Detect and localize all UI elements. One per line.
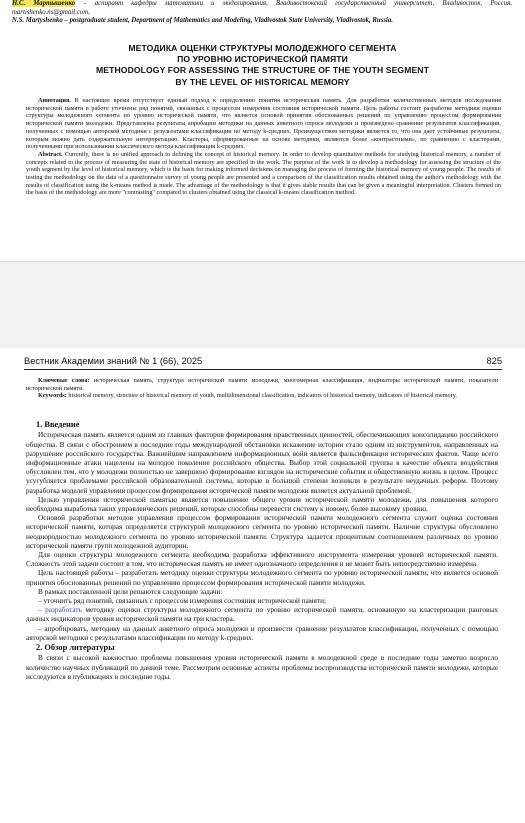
keywords-ru-text: историческая память, структура исторической памяти молодежи, многомерная классификация, индикаторы исторической памяти, показатели исторической памяти. (26, 377, 499, 392)
author-name-highlighted: Н.С. Мартышенко (12, 0, 76, 7)
title-ru-line1: МЕТОДИКА ОЦЕНКИ СТРУКТУРЫ МОЛОДЕЖНОГО СЕГМЕНТА (128, 43, 397, 53)
title-en-line2: BY THE LEVEL OF HISTORICAL MEMORY (175, 76, 350, 87)
paragraph: В связи с высокой важностью проблемы повышения уровня исторической памяти в молодежной среде в последние годы заметно возросло количество научных публикаций по данной теме. Рассмотрим основные аспекты проблемы воспроизводства исторической памяти молодежи, которые исследуются в публикациях в последние годы. (26, 653, 498, 681)
keywords-ru-label: Ключевые слова: (38, 377, 90, 384)
author-affiliation-en: N.S. Martyshenko – postgraduate student, Department of Mathematics and Modeling, Vladivostok State University, Vladivostok, Russia. (12, 17, 393, 25)
paragraph: Для оценки структуры молодежного сегмента необходима разработка эффективного инструмента измерения уровней исторической памяти. Сложность этой задачи состоит в том, что историческая память не имеет однозначного определения и не может быть непосредственно измерена. (26, 550, 498, 569)
keywords-block (26, 377, 498, 400)
abstract-en (26, 151, 501, 197)
article-title (0, 43, 525, 88)
section-heading-introduction: 1. Введение (36, 420, 80, 429)
page-number: 825 (486, 356, 502, 366)
journal-name: Вестник Академии знаний № 1 (66), 2025 (24, 356, 203, 366)
paragraph: В рамках поставленной цели решаются следующие задачи: (38, 586, 223, 596)
running-header (24, 356, 502, 366)
abstract-ru-text: В настоящее время отсутствует единый подход к определению понятия историческая память. Для разработки количественных методов исследования исторической памяти в работе уточнены ряд понятий, связанных с процессом измерения состояния исторической памяти. Цель работы состоит разработке методики оценки структуры молодежного сегмента по уровню исторической памяти, что является основой принятия обоснованных решений по управлению процессом формирования исторической памяти молодежи. Представлены результаты апробации методики на данных анкетного опроса молодежи и произведено сравнение результатов классификации, полученных с помощью авторской методики с результатами классификации по методу k-средних. Преимуществом методики является то, что она дает устойчивые результаты, которым можно дать содержательную интерпретацию. Кластеры, сформированные на основе методики, являются более «контрастными», по сравнению с кластерами, полученными при использовании классического метода классификации k-средних. (26, 97, 501, 151)
paragraph: Цель настоящей работы – разработать методику оценки структуры молодежного сегмента по уровню исторической памяти, что является основой принятия обоснованных решений по управлению процессом формирования исторической памяти молодежи. (26, 568, 498, 587)
section-heading-literature-review: 2. Обзор литературы (36, 643, 115, 653)
task-list-item (26, 605, 498, 623)
abstract-ru (26, 97, 501, 151)
author-affiliation-ru: – аспирант кафедры математики и моделирования, Владивостокский государственный университет, Владивосток, Россия, martishenko.ns@gmail.com, (12, 0, 512, 16)
header-rule (24, 369, 502, 370)
abstract-ru-label: Аннотация. (38, 97, 71, 104)
author-info (12, 0, 512, 26)
abstract-en-text: Currently, there is no unified approach to defining the concept of historical memory. In order to develop quantitative methods for studying historical memory, a number of concepts related to the process of measuring the state of historical memory are specified in the work. The purpose of the work is to develop a methodology for assessing the structure of the youth segment by the level of historical memory, which is the basis for making informed decisions on managing the process of forming the historical memory of young people. The results of testing the methodology on the data of a questionnaire survey of young people are presented and a comparison of the classification results obtained using the author's methodology with the results of classification using the k-means method is made. The advantage of the methodology is that it gives stable results that can be given a meaningful interpretation. Clusters formed on the basis of the methodology are more "contrasting" compared to clusters obtained using the classical k-means classification method. (26, 150, 501, 197)
paragraph: Целью управления исторической памятью является повышение общего уровня исторической памяти молодежи, для повышения которого необходима выработка таких управленческих решений, которые способны перевести систему к новому, более высокому уровню. (26, 494, 498, 514)
title-en-line1: METHODOLOGY FOR ASSESSING THE STRUCTURE OF THE YOUTH SEGMENT (96, 65, 429, 76)
page-break-gap (0, 262, 525, 348)
task-list-item: – апробировать, методику на данных анкетного опроса молодежи и произвести сравнение результатов классификации, полученных с помощью авторской методики с результатами классификации по методу k-средних. (26, 623, 498, 642)
task-list-item: – уточнить ряд понятий, связанных с процессом измерения состояния исторической памяти; (38, 596, 326, 606)
abstract-en-label: Abstract. (38, 150, 63, 158)
page-upper-section (0, 0, 525, 262)
keywords-en-label: Keywords: (38, 392, 67, 400)
abstract-block (26, 97, 501, 197)
keywords-en-text: historical memory, structure of historical memory of youth, multidimensional classification, indicators of historical memory, indicators of historical memory. (66, 392, 457, 400)
keywords-en (26, 392, 498, 400)
keywords-ru (26, 377, 498, 392)
task-list-item-text: методику оценки структуры молодежного сегмента по уровню исторической памяти, основанную на кластеризации ранговых данных индикаторов уровня исторической памяти на три кластера. (26, 605, 498, 624)
task-list-item-link-prefix: – разработать (38, 605, 82, 615)
paragraph: Основой разработки методов управления процессом формирования исторической памяти молодежного сегмента служит оценка состояния исторической памяти, которая определяется структурой молодежного сегмента по уровню исторической памяти. Наличие структуры обусловлено неоднородностью молодежного сегмента по уровню исторической памяти. Структура задается процентным соотношением различных по уровню исторической памяти групп молодежной аудитории. (26, 513, 498, 550)
paragraph: Историческая память является одним из главных факторов формирования нравственных ценностей, обеспечивающих консолидацию российского общества. В связи с обострением в последние годы международной обстановки искажение истории стало одним из инструментов, направленных на разрушение российского государства. Важнейшим направлением информационных войн является фальсификация исторических фактов. Чаще всего информационные атаки нацелены на молодое поколение российского общества. Выбор этой социальной группы в качестве объекта воздействия обусловлен тем, что у молодежи полностью не завершено формирование взглядов на исторические события и общественную жизнь в целом. Процесс усугубляется проблемами российской образовательной системы, которые в большой степени возникли в результате неудачных реформ. Поэтому разработка моделей управления процессом формирования исторической памяти молодежи является актуальной проблемой. (26, 430, 498, 495)
title-ru-line2: ПО УРОВНЮ ИСТОРИЧЕСКОЙ ПАМЯТИ (177, 54, 348, 65)
article-body (26, 419, 498, 681)
